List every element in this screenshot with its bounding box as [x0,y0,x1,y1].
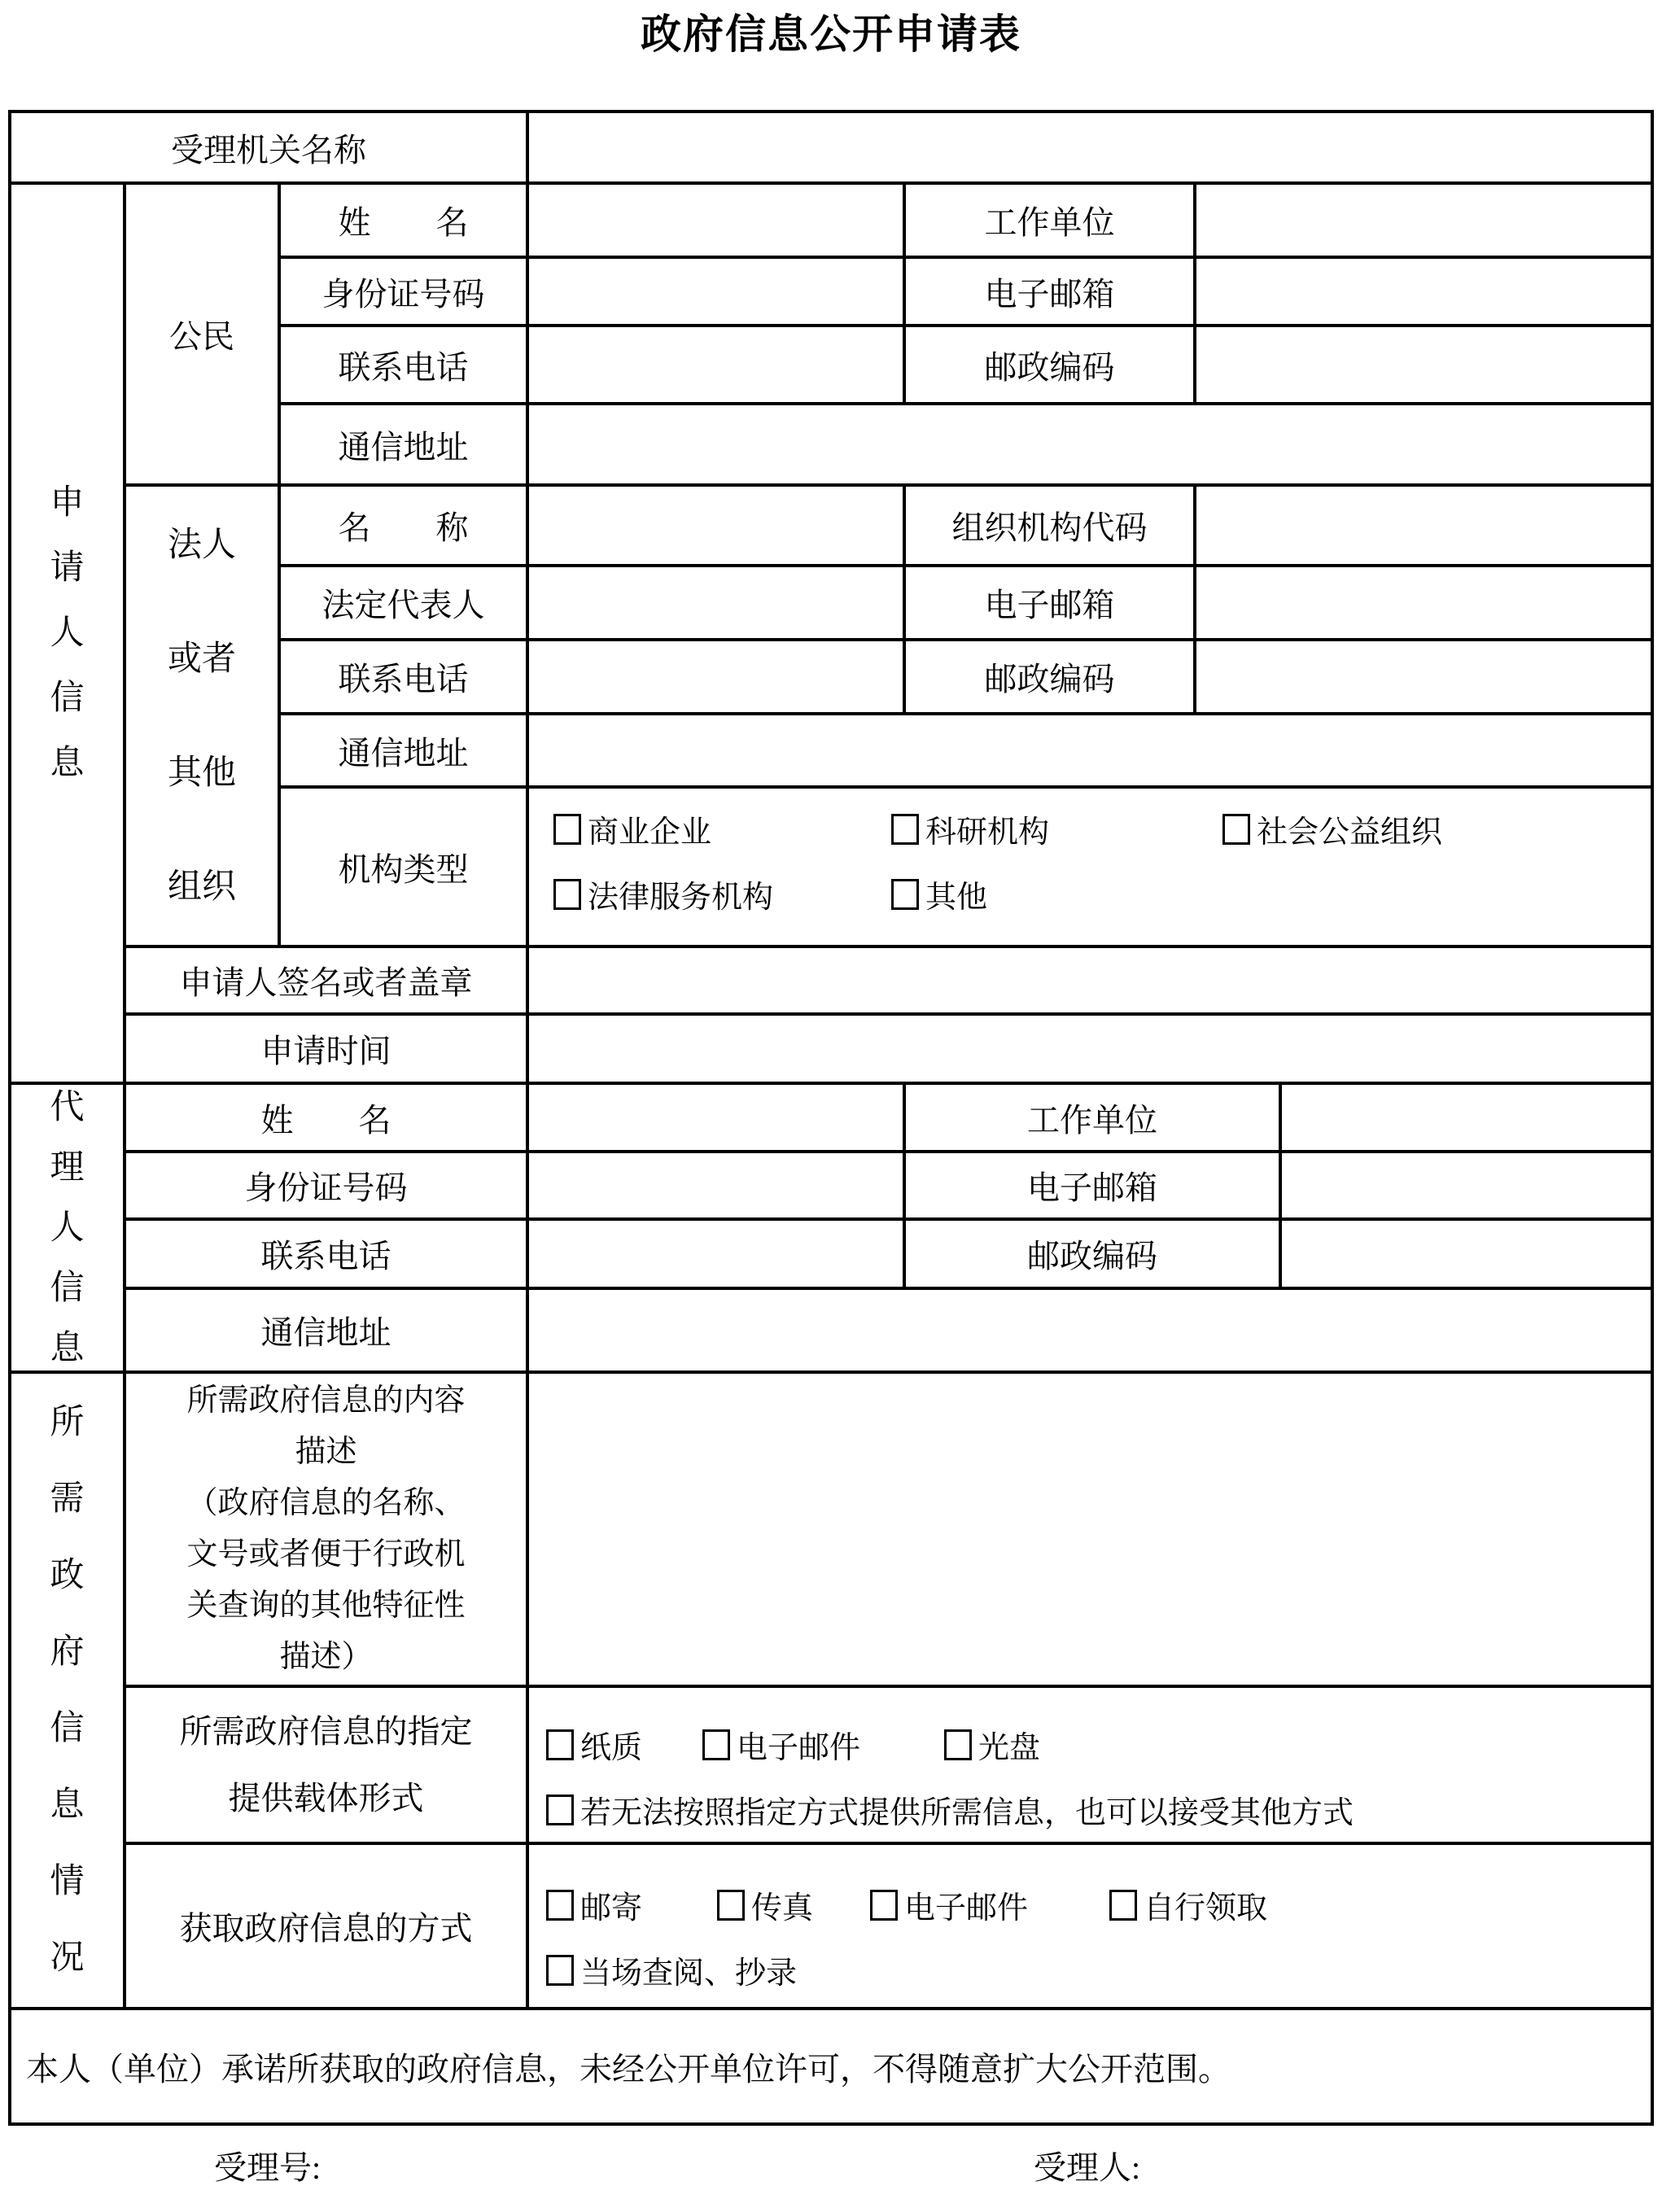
method-option-mail[interactable]: 邮寄 [546,1882,642,1927]
form-table [8,110,1654,2126]
required-section-label: 所需政府信息情况 [50,1404,85,1977]
checkbox-accept-other-carrier[interactable] [546,1795,574,1825]
agent-postcode-input[interactable] [1282,1221,1651,1290]
legal-email-label: 电子邮箱 [906,567,1196,641]
legal-group-label: 法人或者其他组织 [167,526,236,906]
checkbox-legal-service-org[interactable] [553,879,581,910]
org-type-option-research[interactable]: 科研机构 [891,807,1049,851]
checkbox-mail[interactable] [546,1890,574,1921]
checkbox-commercial-enterprise[interactable] [553,814,581,845]
checkbox-paper[interactable] [546,1729,574,1760]
citizen-id-label: 身份证号码 [281,259,529,327]
citizen-email-label: 电子邮箱 [906,259,1196,327]
signature-label: 申请人签名或者盖章 [126,948,529,1016]
carrier-option-email[interactable]: 电子邮件 [702,1722,860,1767]
carrier-option-accept-other[interactable]: 若无法按照指定方式提供所需信息，也可以接受其他方式 [546,1787,1354,1832]
citizen-phone-label: 联系电话 [281,327,529,405]
checkbox-research-institution[interactable] [891,814,919,845]
legal-rep-input[interactable] [529,567,906,641]
agent-section-label: 代理人信息 [50,1088,85,1367]
citizen-name-input[interactable] [529,185,906,259]
agent-email-input[interactable] [1282,1153,1651,1221]
agent-postcode-label: 邮政编码 [906,1221,1282,1290]
carrier-option-paper[interactable]: 纸质 [546,1722,642,1767]
legal-org-name-input[interactable] [529,487,906,567]
commitment-statement: 本人（单位）承诺所获取的政府信息，未经公开单位许可，不得随意扩大公开范围。 [26,2050,1231,2087]
method-option-email[interactable]: 电子邮件 [870,1882,1028,1927]
agent-phone-input[interactable] [529,1221,906,1290]
citizen-work-unit-label: 工作单位 [906,185,1196,259]
description-label: 所需政府信息的内容 描述 （政府信息的名称、 文号或者便于行政机 关查询的其他特征性 描述） [126,1374,529,1688]
description-input[interactable] [529,1374,1651,1688]
org-type-option-other[interactable]: 其他 [891,872,987,916]
apply-time-label: 申请时间 [126,1016,529,1085]
citizen-group-label: 公民 [126,185,281,487]
agent-address-input[interactable] [529,1290,1651,1374]
legal-phone-input[interactable] [529,641,906,715]
citizen-postcode-label: 邮政编码 [906,327,1196,405]
checkbox-org-type-other[interactable] [891,879,919,910]
legal-org-type-options [529,789,1651,948]
citizen-address-label: 通信地址 [281,405,529,487]
checkbox-self-pickup[interactable] [1109,1890,1137,1921]
agent-name-label: 姓 名 [126,1085,529,1153]
citizen-name-label: 姓 名 [281,185,529,259]
citizen-address-input[interactable] [529,405,1651,487]
legal-org-code-label: 组织机构代码 [906,487,1196,567]
carrier-option-cd[interactable]: 光盘 [944,1722,1040,1767]
checkbox-cd[interactable] [944,1729,972,1760]
method-option-fax[interactable]: 传真 [717,1882,813,1927]
apply-time-input[interactable] [529,1016,1651,1085]
method-option-self-pickup[interactable]: 自行领取 [1109,1882,1267,1927]
authority-label: 受理机关名称 [11,113,529,185]
checkbox-fax[interactable] [717,1890,745,1921]
legal-address-input[interactable] [529,715,1651,789]
section-required-info [11,1374,126,2010]
agent-name-input[interactable] [529,1085,906,1153]
method-label: 获取政府信息的方式 [126,1845,529,2010]
org-type-option-commercial[interactable]: 商业企业 [553,807,711,851]
page-title: 政府信息公开申请表 [641,11,1021,57]
citizen-id-input[interactable] [529,259,906,327]
authority-input[interactable] [529,113,1651,185]
agent-id-label: 身份证号码 [126,1153,529,1221]
agent-id-input[interactable] [529,1153,906,1221]
section-applicant-info [11,185,126,1085]
checkbox-public-welfare-org[interactable] [1222,814,1250,845]
org-type-option-welfare[interactable]: 社会公益组织 [1222,807,1442,851]
carrier-label: 所需政府信息的指定 提供载体形式 [126,1688,529,1845]
citizen-postcode-input[interactable] [1196,327,1651,405]
signature-input[interactable] [529,948,1651,1016]
acceptance-number-label: 受理号: [214,2149,321,2186]
citizen-email-input[interactable] [1196,259,1651,327]
agent-address-label: 通信地址 [126,1290,529,1374]
checkbox-email-method[interactable] [870,1890,898,1921]
legal-phone-label: 联系电话 [281,641,529,715]
acceptance-person-label: 受理人: [1034,2149,1141,2186]
method-option-onsite[interactable]: 当场查阅、抄录 [546,1948,797,1992]
checkbox-email-carrier[interactable] [702,1729,730,1760]
citizen-work-unit-input[interactable] [1196,185,1651,259]
agent-email-label: 电子邮箱 [906,1153,1282,1221]
org-type-option-legal-service[interactable]: 法律服务机构 [553,872,773,916]
legal-rep-label: 法定代表人 [281,567,529,641]
citizen-phone-input[interactable] [529,327,906,405]
agent-work-unit-label: 工作单位 [906,1085,1282,1153]
legal-group-cell [126,487,281,948]
applicant-section-label: 申请人信息 [50,484,85,782]
legal-address-label: 通信地址 [281,715,529,789]
legal-postcode-input[interactable] [1196,641,1651,715]
legal-org-name-label: 名 称 [281,487,529,567]
carrier-options [529,1688,1651,1845]
legal-email-input[interactable] [1196,567,1651,641]
method-options [529,1845,1651,2010]
checkbox-onsite-reading[interactable] [546,1955,574,1986]
legal-org-type-label: 机构类型 [281,789,529,948]
legal-postcode-label: 邮政编码 [906,641,1196,715]
legal-org-code-input[interactable] [1196,487,1651,567]
section-agent-info [11,1085,126,1374]
agent-phone-label: 联系电话 [126,1221,529,1290]
agent-work-unit-input[interactable] [1282,1085,1651,1153]
